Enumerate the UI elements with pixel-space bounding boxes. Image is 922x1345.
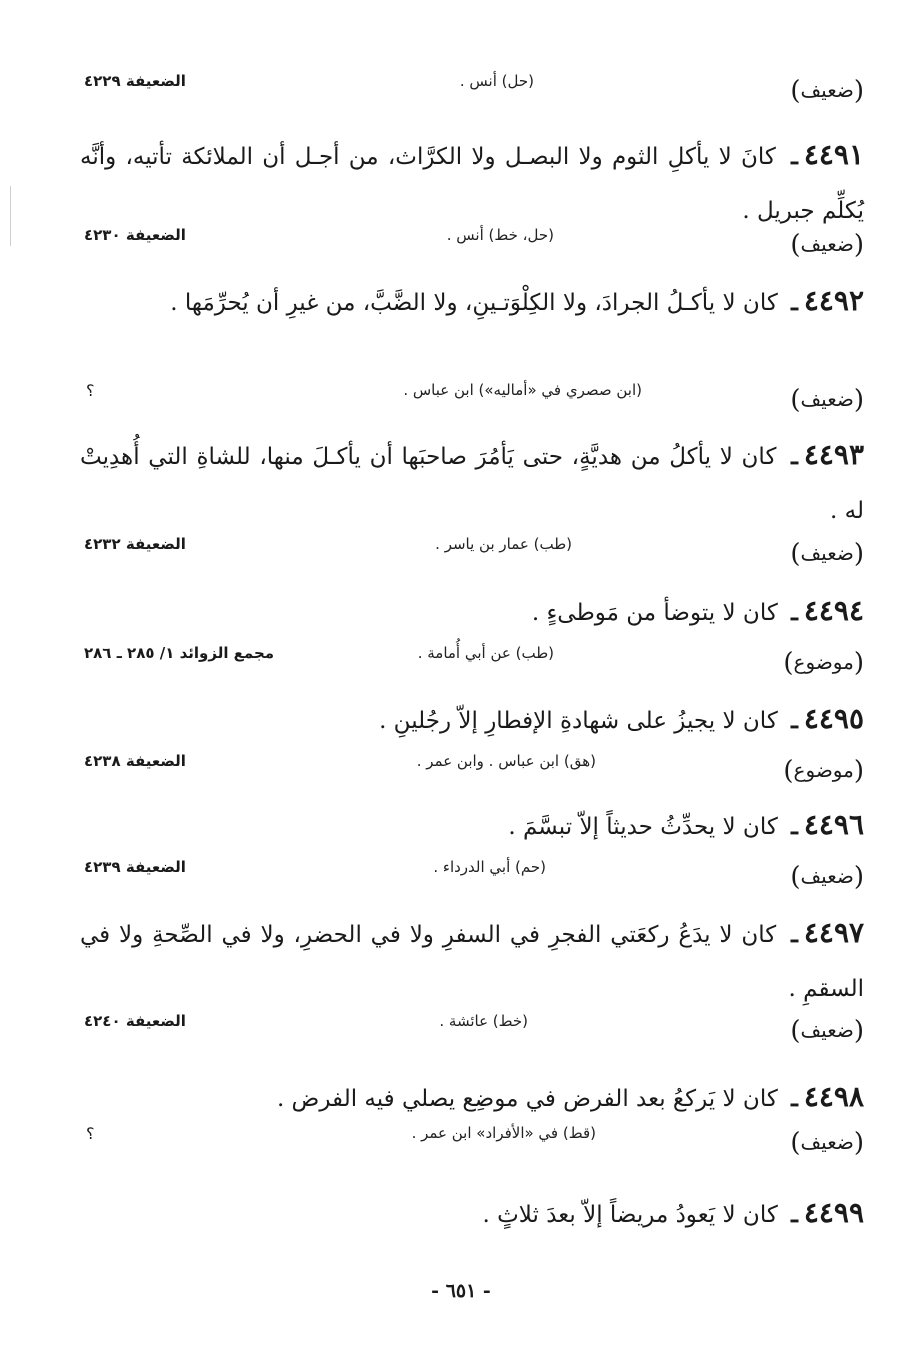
hadith-entry: ٤٤٩٤ـ كان لا يتوضأ من مَوطىءٍ . xyxy=(531,594,864,627)
grade-row xyxy=(84,1012,864,1050)
grade-label: (ضعيف) xyxy=(790,230,864,260)
hadith-number: ٤٤٩٦ xyxy=(803,808,864,841)
hadith-number: ٤٤٩٤ xyxy=(803,594,864,627)
hadith-entry: ٤٤٩٦ـ كان لا يحدِّثُ حديثاً إلاّ تبسَّمَ . xyxy=(508,808,864,841)
reference: مجمع الزوائد ١/ ٢٨٥ ـ ٢٨٦ xyxy=(84,644,275,662)
hadith-number: ٤٤٩٩ xyxy=(803,1196,864,1229)
reference: ؟ xyxy=(86,381,95,400)
hadith-text: كان لا يأكلُ من هديَّةٍ، حتى يَأمُرَ صاحبَها أن يأكـلَ منها، للشاةِ التي أُهدِيتْ له . xyxy=(80,444,864,524)
grade-row xyxy=(84,226,864,264)
hadith-text: كان لا يدَعُ ركعَتي الفجرِ في السفرِ ولا في الحضرِ، ولا في الصِّحةِ ولا في السقمِ . xyxy=(80,922,864,1002)
hadith-text: كان لا يتوضأ من مَوطىءٍ . xyxy=(531,600,778,626)
reference: ؟ xyxy=(86,1124,95,1143)
reference: الضعيفة ٤٢٢٩ xyxy=(84,72,186,90)
source-citation: (حل) أنس . xyxy=(459,72,534,90)
reference: الضعيفة ٤٢٣٢ xyxy=(84,535,186,553)
grade-label: (موضوع) xyxy=(783,648,864,678)
source-citation: (حم) أبي الدرداء . xyxy=(433,858,546,876)
hadith-entry: ٤٤٩٢ـ كان لا يأكـلُ الجرادَ، ولا الكِلْوَتـينِ، ولا الضَّبَّ، من غيرِ أن يُحرِّمَها . xyxy=(170,284,864,317)
hadith-number: ٤٤٩٧ xyxy=(803,916,865,949)
hadith-number: ٤٤٩٣ xyxy=(803,438,864,471)
source-citation: (طب) عمار بن ياسر . xyxy=(435,535,572,553)
source-citation: (قط) في «الأفراد» ابن عمر . xyxy=(411,1124,596,1142)
hadith-entry: ٤٤٩١ـ كانَ لا يأكلِ الثوم ولا البصـل ولا الكرَّاث، من أجـل أن الملائكة تأتيه، وأنَّه يُكلِّم جبريل . xyxy=(80,138,864,224)
grade-row xyxy=(84,752,864,790)
hadith-text: كان لا يأكـلُ الجرادَ، ولا الكِلْوَتـينِ، ولا الضَّبَّ، من غيرِ أن يُحرِّمَها . xyxy=(170,290,778,316)
hadith-number: ٤٤٩٨ xyxy=(803,1080,864,1113)
hadith-entry: ٤٤٩٧ـ كان لا يدَعُ ركعَتي الفجرِ في السفرِ ولا في الحضرِ، ولا في الصِّحةِ ولا في السقمِ . xyxy=(80,916,865,1002)
grade-row xyxy=(84,644,864,682)
reference: الضعيفة ٤٢٣٠ xyxy=(84,226,186,244)
reference: الضعيفة ٤٢٣٩ xyxy=(84,858,186,876)
hadith-entry: ٤٤٩٩ـ كان لا يَعودُ مريضاً إلاّ بعدَ ثلاثٍ . xyxy=(482,1196,864,1229)
page-number: - ٦٥١ - xyxy=(431,1280,491,1302)
grade-label: (ضعيف) xyxy=(790,385,864,415)
reference: الضعيفة ٤٢٣٨ xyxy=(84,752,186,770)
grade-label: (ضعيف) xyxy=(790,1128,864,1158)
source-citation: (هق) ابن عباس . وابن عمر . xyxy=(416,752,596,770)
hadith-text: كان لا يحدِّثُ حديثاً إلاّ تبسَّمَ . xyxy=(508,814,778,840)
hadith-entry: ٤٤٩٣ـ كان لا يأكلُ من هديَّةٍ، حتى يَأمُرَ صاحبَها أن يأكـلَ منها، للشاةِ التي أُهدِيتْ له . xyxy=(80,438,864,524)
grade-label: (ضعيف) xyxy=(790,539,864,569)
source-citation: (طب) عن أبي أُمامة . xyxy=(417,644,554,662)
grade-label: (موضوع) xyxy=(783,756,864,786)
hadith-text: كان لا يَعودُ مريضاً إلاّ بعدَ ثلاثٍ . xyxy=(482,1202,778,1228)
hadith-number: ٤٤٩٥ xyxy=(803,702,864,735)
hadith-text: كانَ لا يأكلِ الثوم ولا البصـل ولا الكرَّاث، من أجـل أن الملائكة تأتيه، وأنَّه يُكلِّم جبريل . xyxy=(80,144,864,224)
reference: الضعيفة ٤٢٤٠ xyxy=(84,1012,186,1030)
grade-row xyxy=(84,381,864,419)
scan-edge-line xyxy=(10,186,11,246)
source-citation: (ابن صصري في «أماليه») ابن عباس . xyxy=(403,381,642,399)
hadith-number: ٤٤٩٢ xyxy=(803,284,864,317)
hadith-number: ٤٤٩١ xyxy=(803,138,864,171)
grade-label: (ضعيف) xyxy=(790,1016,864,1046)
source-citation: (حل، خط) أنس . xyxy=(446,226,554,244)
hadith-text: كان لا يجيزُ على شهادةِ الإفطارِ إلاّ رجُلينِ . xyxy=(379,708,778,734)
hadith-entry: ٤٤٩٨ـ كان لا يَركعُ بعد الفرض في موضِع يصلي فيه الفرض . xyxy=(276,1080,864,1113)
hadith-text: كان لا يَركعُ بعد الفرض في موضِع يصلي فيه الفرض . xyxy=(276,1086,778,1112)
hadith-entry: ٤٤٩٥ـ كان لا يجيزُ على شهادةِ الإفطارِ إلاّ رجُلينِ . xyxy=(379,702,864,735)
source-citation: (خط) عائشة . xyxy=(439,1012,528,1030)
grade-label: (ضعيف) xyxy=(790,862,864,892)
first-note-row xyxy=(84,72,864,110)
grade-row xyxy=(84,535,864,573)
grade-label: (ضعيف) xyxy=(790,76,864,106)
grade-row xyxy=(84,1124,864,1162)
grade-row xyxy=(84,858,864,896)
